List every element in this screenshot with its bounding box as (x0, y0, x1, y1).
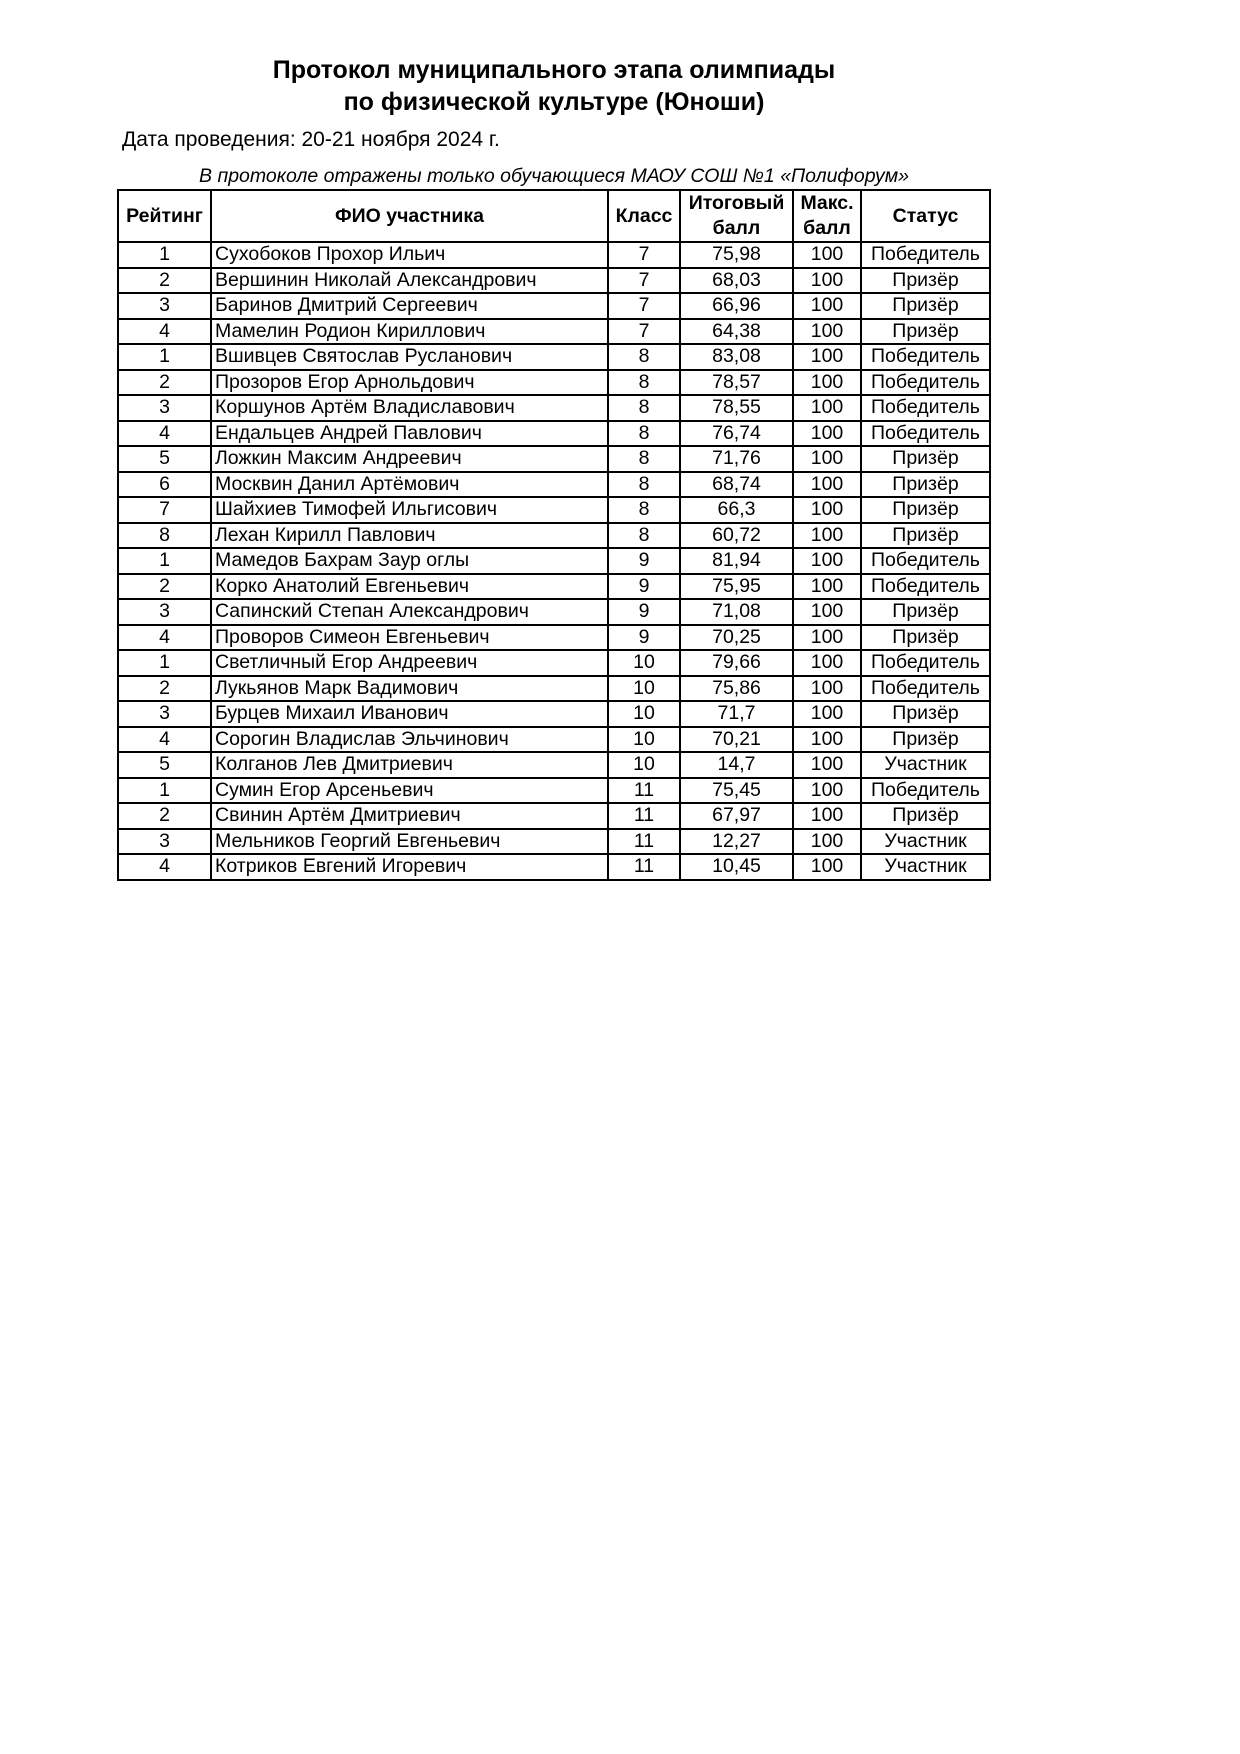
table-row (118, 472, 990, 498)
cell-max: 100 (793, 829, 861, 855)
cell-name: Шайхиев Тимофей Ильгисович (211, 497, 608, 523)
cell-max: 100 (793, 854, 861, 880)
cell-name: Сумин Егор Арсеньевич (211, 778, 608, 804)
table-row (118, 727, 990, 753)
cell-max: 100 (793, 523, 861, 549)
cell-status: Победитель (861, 650, 990, 676)
cell-score: 71,7 (680, 701, 793, 727)
cell-status: Победитель (861, 548, 990, 574)
header-score (680, 190, 793, 242)
results-table (117, 189, 991, 881)
cell-grade: 11 (608, 778, 680, 804)
cell-status: Победитель (861, 395, 990, 421)
cell-rating: 2 (118, 370, 211, 396)
cell-max: 100 (793, 344, 861, 370)
cell-rating: 2 (118, 803, 211, 829)
table-row (118, 293, 990, 319)
cell-name: Сапинский Степан Александрович (211, 599, 608, 625)
table-row (118, 625, 990, 651)
cell-score: 83,08 (680, 344, 793, 370)
cell-max: 100 (793, 370, 861, 396)
cell-status: Победитель (861, 421, 990, 447)
cell-rating: 1 (118, 548, 211, 574)
table-row (118, 599, 990, 625)
cell-status: Призёр (861, 803, 990, 829)
cell-score: 60,72 (680, 523, 793, 549)
event-date: Дата проведения: 20-21 ноября 2024 г. (122, 128, 500, 151)
cell-score: 71,76 (680, 446, 793, 472)
cell-rating: 5 (118, 752, 211, 778)
cell-name: Ендальцев Андрей Павлович (211, 421, 608, 447)
cell-score: 75,45 (680, 778, 793, 804)
cell-grade: 8 (608, 395, 680, 421)
table-row (118, 242, 990, 268)
cell-max: 100 (793, 778, 861, 804)
cell-score: 71,08 (680, 599, 793, 625)
cell-rating: 4 (118, 319, 211, 345)
cell-status: Призёр (861, 497, 990, 523)
cell-score: 68,03 (680, 268, 793, 294)
cell-status: Участник (861, 854, 990, 880)
cell-max: 100 (793, 727, 861, 753)
cell-rating: 3 (118, 829, 211, 855)
cell-max: 100 (793, 319, 861, 345)
cell-score: 12,27 (680, 829, 793, 855)
cell-name: Мамедов Бахрам Заур оглы (211, 548, 608, 574)
cell-score: 67,97 (680, 803, 793, 829)
cell-max: 100 (793, 548, 861, 574)
cell-name: Прозоров Егор Арнольдович (211, 370, 608, 396)
cell-rating: 5 (118, 446, 211, 472)
cell-status: Призёр (861, 599, 990, 625)
cell-rating: 2 (118, 268, 211, 294)
cell-status: Призёр (861, 446, 990, 472)
cell-score: 75,98 (680, 242, 793, 268)
cell-grade: 8 (608, 370, 680, 396)
cell-rating: 8 (118, 523, 211, 549)
cell-grade: 8 (608, 523, 680, 549)
table-row (118, 421, 990, 447)
cell-name: Проворов Симеон Евгеньевич (211, 625, 608, 651)
cell-score: 66,96 (680, 293, 793, 319)
cell-name: Вшивцев Святослав Русланович (211, 344, 608, 370)
cell-status: Призёр (861, 523, 990, 549)
cell-rating: 3 (118, 701, 211, 727)
protocol-note: В протоколе отражены только обучающиеся МАОУ СОШ №1 «Полифорум» (199, 165, 909, 187)
cell-name: Коршунов Артём Владиславович (211, 395, 608, 421)
cell-max: 100 (793, 599, 861, 625)
cell-grade: 8 (608, 472, 680, 498)
cell-status: Призёр (861, 472, 990, 498)
cell-score: 70,25 (680, 625, 793, 651)
cell-name: Москвин Данил Артёмович (211, 472, 608, 498)
header-status: Статус (861, 190, 990, 242)
cell-score: 66,3 (680, 497, 793, 523)
cell-grade: 8 (608, 446, 680, 472)
cell-status: Призёр (861, 268, 990, 294)
cell-score: 70,21 (680, 727, 793, 753)
cell-rating: 6 (118, 472, 211, 498)
table-row (118, 344, 990, 370)
cell-grade: 10 (608, 752, 680, 778)
header-max-line1: Макс. (800, 192, 854, 214)
cell-score: 14,7 (680, 752, 793, 778)
cell-score: 68,74 (680, 472, 793, 498)
cell-max: 100 (793, 395, 861, 421)
cell-grade: 9 (608, 574, 680, 600)
cell-name: Мамелин Родион Кириллович (211, 319, 608, 345)
cell-score: 10,45 (680, 854, 793, 880)
cell-rating: 3 (118, 599, 211, 625)
header-score-line2: балл (712, 217, 761, 239)
cell-name: Корко Анатолий Евгеньевич (211, 574, 608, 600)
table-body (118, 242, 990, 880)
cell-max: 100 (793, 676, 861, 702)
cell-grade: 7 (608, 293, 680, 319)
cell-score: 78,55 (680, 395, 793, 421)
table-row (118, 370, 990, 396)
cell-name: Баринов Дмитрий Сергеевич (211, 293, 608, 319)
cell-rating: 2 (118, 676, 211, 702)
cell-max: 100 (793, 803, 861, 829)
header-max-line2: балл (803, 217, 851, 239)
cell-rating: 4 (118, 625, 211, 651)
cell-grade: 10 (608, 727, 680, 753)
cell-name: Сухобоков Прохор Ильич (211, 242, 608, 268)
header-score-line1: Итоговый (688, 192, 785, 214)
table-row (118, 701, 990, 727)
cell-status: Участник (861, 752, 990, 778)
cell-grade: 8 (608, 421, 680, 447)
document-title-line1: Протокол муниципального этапа олимпиады (272, 56, 836, 84)
cell-rating: 7 (118, 497, 211, 523)
table-row (118, 676, 990, 702)
cell-grade: 10 (608, 676, 680, 702)
cell-score: 75,95 (680, 574, 793, 600)
cell-name: Свинин Артём Дмитриевич (211, 803, 608, 829)
table-row (118, 523, 990, 549)
table-row (118, 268, 990, 294)
cell-rating: 4 (118, 727, 211, 753)
table-row (118, 548, 990, 574)
header-grade: Класс (608, 190, 680, 242)
cell-grade: 9 (608, 625, 680, 651)
cell-name: Котриков Евгений Игоревич (211, 854, 608, 880)
cell-status: Призёр (861, 701, 990, 727)
cell-status: Победитель (861, 242, 990, 268)
cell-max: 100 (793, 268, 861, 294)
header-max (793, 190, 861, 242)
table-row (118, 778, 990, 804)
cell-grade: 7 (608, 268, 680, 294)
cell-status: Призёр (861, 625, 990, 651)
table-row (118, 446, 990, 472)
cell-max: 100 (793, 421, 861, 447)
cell-status: Победитель (861, 370, 990, 396)
table-row (118, 803, 990, 829)
cell-rating: 4 (118, 421, 211, 447)
cell-status: Победитель (861, 778, 990, 804)
cell-score: 79,66 (680, 650, 793, 676)
cell-rating: 1 (118, 778, 211, 804)
header-name: ФИО участника (211, 190, 608, 242)
cell-max: 100 (793, 752, 861, 778)
cell-grade: 9 (608, 599, 680, 625)
cell-score: 78,57 (680, 370, 793, 396)
cell-rating: 4 (118, 854, 211, 880)
cell-score: 76,74 (680, 421, 793, 447)
document-title-line2: по физической культуре (Юноши) (343, 88, 765, 116)
header-rating: Рейтинг (118, 190, 211, 242)
cell-max: 100 (793, 650, 861, 676)
cell-max: 100 (793, 701, 861, 727)
cell-grade: 10 (608, 650, 680, 676)
table-row (118, 829, 990, 855)
cell-score: 81,94 (680, 548, 793, 574)
cell-name: Лукьянов Марк Вадимович (211, 676, 608, 702)
cell-status: Призёр (861, 319, 990, 345)
table-row (118, 854, 990, 880)
cell-max: 100 (793, 242, 861, 268)
cell-max: 100 (793, 446, 861, 472)
cell-grade: 7 (608, 319, 680, 345)
cell-max: 100 (793, 497, 861, 523)
table-row (118, 650, 990, 676)
table-row (118, 752, 990, 778)
cell-name: Светличный Егор Андреевич (211, 650, 608, 676)
cell-status: Победитель (861, 344, 990, 370)
cell-rating: 1 (118, 344, 211, 370)
cell-status: Победитель (861, 676, 990, 702)
cell-grade: 11 (608, 803, 680, 829)
cell-max: 100 (793, 574, 861, 600)
cell-name: Вершинин Николай Александрович (211, 268, 608, 294)
cell-status: Победитель (861, 574, 990, 600)
cell-rating: 3 (118, 395, 211, 421)
table-row (118, 395, 990, 421)
cell-grade: 11 (608, 829, 680, 855)
cell-score: 75,86 (680, 676, 793, 702)
cell-score: 64,38 (680, 319, 793, 345)
cell-grade: 7 (608, 242, 680, 268)
table-header-row (118, 190, 990, 242)
cell-max: 100 (793, 625, 861, 651)
cell-grade: 9 (608, 548, 680, 574)
cell-rating: 3 (118, 293, 211, 319)
cell-grade: 10 (608, 701, 680, 727)
table-row (118, 497, 990, 523)
cell-name: Бурцев Михаил Иванович (211, 701, 608, 727)
cell-status: Призёр (861, 727, 990, 753)
cell-name: Ложкин Максим Андреевич (211, 446, 608, 472)
cell-status: Участник (861, 829, 990, 855)
cell-max: 100 (793, 293, 861, 319)
cell-grade: 11 (608, 854, 680, 880)
cell-grade: 8 (608, 344, 680, 370)
cell-name: Сорогин Владислав Эльчинович (211, 727, 608, 753)
cell-rating: 2 (118, 574, 211, 600)
cell-status: Призёр (861, 293, 990, 319)
cell-name: Лехан Кирилл Павлович (211, 523, 608, 549)
cell-rating: 1 (118, 650, 211, 676)
cell-name: Колганов Лев Дмитриевич (211, 752, 608, 778)
table-row (118, 574, 990, 600)
cell-max: 100 (793, 472, 861, 498)
cell-grade: 8 (608, 497, 680, 523)
table-row (118, 319, 990, 345)
cell-rating: 1 (118, 242, 211, 268)
cell-name: Мельников Георгий Евгеньевич (211, 829, 608, 855)
